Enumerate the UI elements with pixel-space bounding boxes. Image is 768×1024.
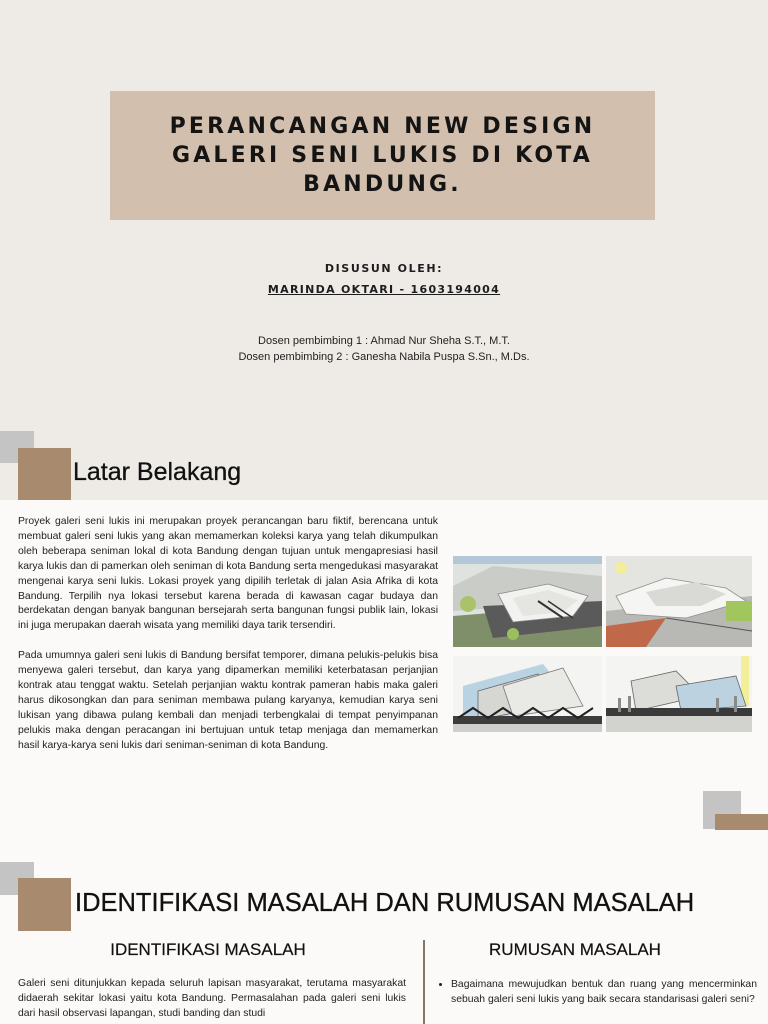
formulation-list bbox=[441, 977, 757, 1007]
by-label: DISUSUN OLEH: bbox=[324, 262, 444, 275]
decor-square-brown-2 bbox=[18, 878, 71, 931]
title-line-1: PERANCANGAN NEW DESIGN bbox=[169, 114, 596, 139]
render-image-1 bbox=[453, 556, 602, 647]
advisor-2: Dosen pembimbing 2 : Ganesha Nabila Puspa S.Sn., M.Ds. bbox=[238, 351, 530, 363]
title-line-3: BANDUNG. bbox=[303, 172, 462, 197]
formulation-item: • Bagaimana mewujudkan bentuk dan ruang yang mencerminkan sebuah galeri seni lukis yang baik secara standarisasi galeri seni? bbox=[451, 977, 757, 1007]
background-text bbox=[18, 515, 438, 769]
identification-text: Galeri seni ditunjukkan kepada seluruh lapisan masyarakat, terutama masyarakat didaerah sekitar lokasi yaitu kota Bandung. Permasalahan pada galeri seni lukis dari hasil observasi lapangan, studi banding dan studi bbox=[18, 978, 406, 1019]
title-line-2: GALERI SENI LUKIS DI KOTA bbox=[171, 143, 594, 168]
author-name: MARINDA OKTARI - 1603194004 bbox=[267, 283, 501, 296]
section-heading-background: Latar Belakang bbox=[73, 458, 242, 486]
title-box bbox=[110, 91, 655, 220]
render-image-4 bbox=[606, 656, 752, 732]
decor-square-brown bbox=[18, 448, 71, 500]
column-divider bbox=[423, 940, 425, 1024]
background-paragraph-1: Proyek galeri seni lukis ini merupakan proyek perancangan baru fiktif, berencana untuk membuat galeri seni lukis yang akan memamerkan koleksi karya yang telah dikumpulkan oleh beberapa seniman lokal di kota Bandung dengan tujuan untuk mengapresiasi hasil karya lukis dan di pamerkan oleh seniman di kota Bandung serta mengedukasi masyarakat mengenai karya seni lukis. Lokasi proyek yang dipilih terletak di jalan Asia Afrika di kota Bandung. Terpilih nya lokasi tersebut karena berada di kawasan cagar budaya dan berdekatan dengan banyak bangunan bersejarah serta bangunan fungsi publik lain, lokasi ini juga merupakan daerah wisata yang memiliki daya tarik tersendiri. bbox=[18, 516, 438, 632]
subheading-formulation: RUMUSAN MASALAH bbox=[489, 940, 661, 959]
subheading-identification: IDENTIFIKASI MASALAH bbox=[110, 940, 306, 959]
author-line bbox=[0, 280, 768, 298]
advisor-1: Dosen pembimbing 1 : Ahmad Nur Sheha S.T., M.T. bbox=[258, 335, 510, 347]
background-paragraph-2: Pada umumnya galeri seni lukis di Bandung bersifat temporer, dimana pelukis-pelukis bisa menyewa galeri tersebut, dan karya yang dipamerkan memiliki keterbatasan perjanjian kontrak atau tenggat waktu. Setelah perjanjian waktu kontrak pameran habis maka galeri harus dikosongkan dan para seniman membawa pulang karyanya, kemudian karya seni lukisan yang dibawa pulang kembali dan menjadi terbengkalai di tempat penyimpanan pelukis maka dengan peracangan ini bertujuan untuk tetap menjaga dan memamerkan hasil karya-karya seni lukis dari seniman-seniman di kota Bandung. bbox=[18, 650, 438, 751]
render-image-2 bbox=[606, 556, 752, 647]
render-image-3 bbox=[453, 656, 602, 732]
section-heading-problem: IDENTIFIKASI MASALAH DAN RUMUSAN MASALAH bbox=[75, 889, 695, 917]
